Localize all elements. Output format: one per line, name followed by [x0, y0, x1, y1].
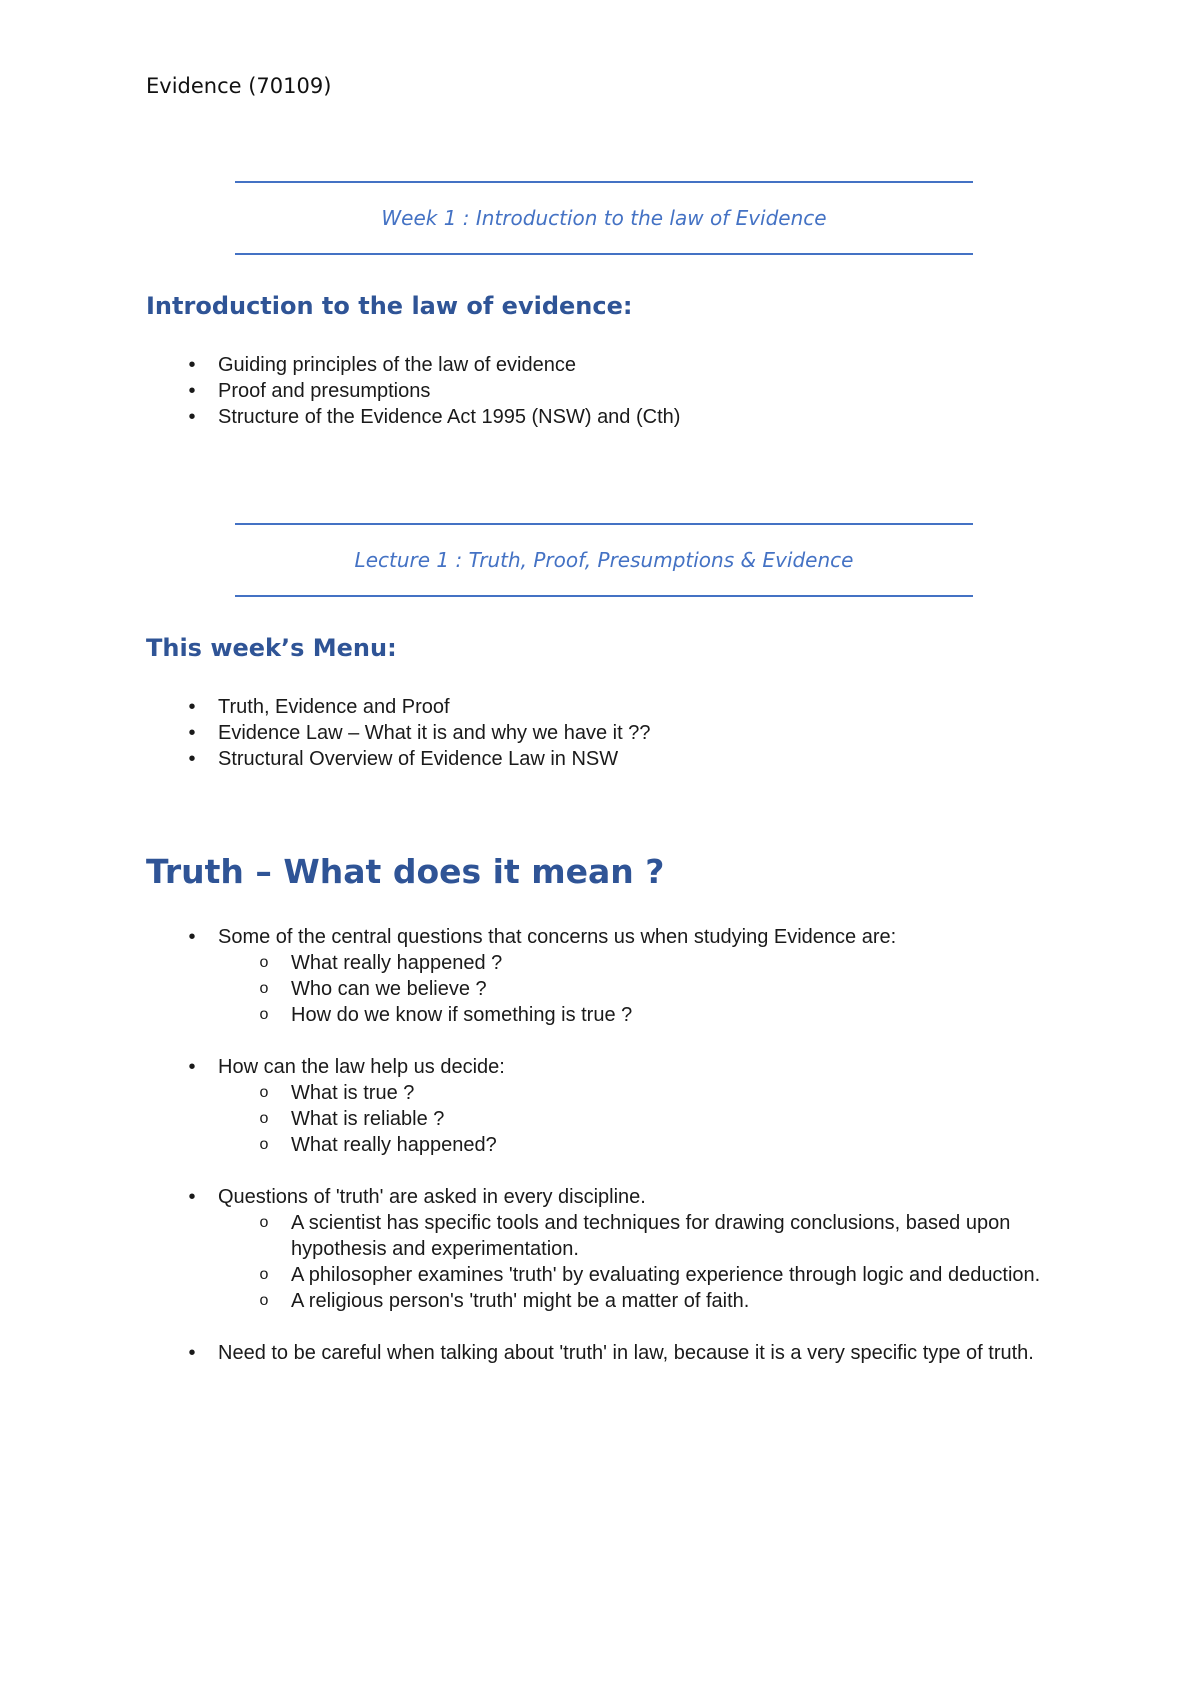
list-item-text: Evidence Law – What it is and why we have it ??: [218, 722, 651, 744]
sub-item-text: What is true ?: [291, 1082, 415, 1104]
sub-bullet-icon: o: [259, 1084, 269, 1101]
truth-list-item: [182, 1340, 1062, 1366]
sub-bullet-icon: o: [259, 1266, 269, 1283]
sub-list-item: [218, 976, 1062, 1002]
document-header-title: Evidence (70109): [146, 74, 332, 98]
bullet-icon: •: [188, 722, 196, 744]
sub-item-text: A scientist has specific tools and techniques for drawing conclusions, based upon hypothesis and experimentation.: [291, 1212, 1011, 1260]
bullet-icon: •: [188, 748, 196, 770]
bullet-icon: •: [188, 1056, 196, 1078]
sub-item-text: What really happened?: [291, 1134, 497, 1156]
list-item: [182, 352, 680, 378]
sub-list-item: [218, 950, 1062, 976]
sub-bullet-icon: o: [259, 980, 269, 997]
truth-list: [182, 924, 1062, 1392]
truth-heading: Truth – What does it mean ?: [146, 852, 665, 891]
sub-list: [218, 1210, 1062, 1314]
sub-bullet-icon: o: [259, 1214, 269, 1231]
sub-list: [218, 1080, 1062, 1158]
sub-list-item: [218, 1210, 1062, 1262]
sub-item-text: How do we know if something is true ?: [291, 1004, 633, 1026]
truth-list-item: [182, 1184, 1062, 1314]
bullet-icon: •: [188, 354, 196, 376]
sub-bullet-icon: o: [259, 1110, 269, 1127]
sub-bullet-icon: o: [259, 954, 269, 971]
list-item: [182, 378, 680, 404]
bullet-icon: •: [188, 926, 196, 948]
list-item-text: Structural Overview of Evidence Law in NSW: [218, 748, 619, 770]
bullet-icon: •: [188, 1342, 196, 1364]
menu-list: [182, 694, 650, 772]
list-item: [182, 720, 650, 746]
sub-list-item: [218, 1106, 1062, 1132]
list-item: [182, 404, 680, 430]
sub-item-text: A philosopher examines 'truth' by evaluating experience through logic and deduction.: [291, 1264, 1041, 1286]
sub-list-item: [218, 1262, 1062, 1288]
intro-heading: Introduction to the law of evidence:: [146, 292, 633, 320]
lecture-banner-text: Lecture 1 : Truth, Proof, Presumptions & Evidence: [354, 548, 854, 572]
truth-list-item: [182, 924, 1062, 1028]
truth-item-text: Need to be careful when talking about 'truth' in law, because it is a very specific type of truth.: [218, 1342, 1034, 1364]
bullet-icon: •: [188, 406, 196, 428]
truth-item-text: Some of the central questions that concerns us when studying Evidence are:: [218, 926, 897, 948]
bullet-icon: •: [188, 696, 196, 718]
list-item-text: Proof and presumptions: [218, 380, 431, 402]
sub-item-text: What really happened ?: [291, 952, 503, 974]
bullet-icon: •: [188, 380, 196, 402]
list-item-text: Guiding principles of the law of evidence: [218, 354, 576, 376]
truth-item-text: How can the law help us decide:: [218, 1056, 505, 1078]
sub-bullet-icon: o: [259, 1006, 269, 1023]
list-item: [182, 694, 650, 720]
truth-list-item: [182, 1054, 1062, 1158]
list-item-text: Truth, Evidence and Proof: [218, 696, 450, 718]
lecture-banner: [235, 523, 973, 597]
list-item: [182, 746, 650, 772]
sub-item-text: Who can we believe ?: [291, 978, 487, 1000]
sub-list-item: [218, 1002, 1062, 1028]
sub-item-text: A religious person's 'truth' might be a matter of faith.: [291, 1290, 750, 1312]
sub-list: [218, 950, 1062, 1028]
sub-list-item: [218, 1288, 1062, 1314]
sub-bullet-icon: o: [259, 1136, 269, 1153]
menu-heading: This week’s Menu:: [146, 634, 397, 662]
intro-list: [182, 352, 680, 430]
week-banner: [235, 181, 973, 255]
sub-item-text: What is reliable ?: [291, 1108, 445, 1130]
sub-list-item: [218, 1132, 1062, 1158]
truth-item-text: Questions of 'truth' are asked in every discipline.: [218, 1186, 646, 1208]
bullet-icon: •: [188, 1186, 196, 1208]
sub-list-item: [218, 1080, 1062, 1106]
week-banner-text: Week 1 : Introduction to the law of Evidence: [381, 206, 827, 230]
list-item-text: Structure of the Evidence Act 1995 (NSW) and (Cth): [218, 406, 681, 428]
sub-bullet-icon: o: [259, 1292, 269, 1309]
